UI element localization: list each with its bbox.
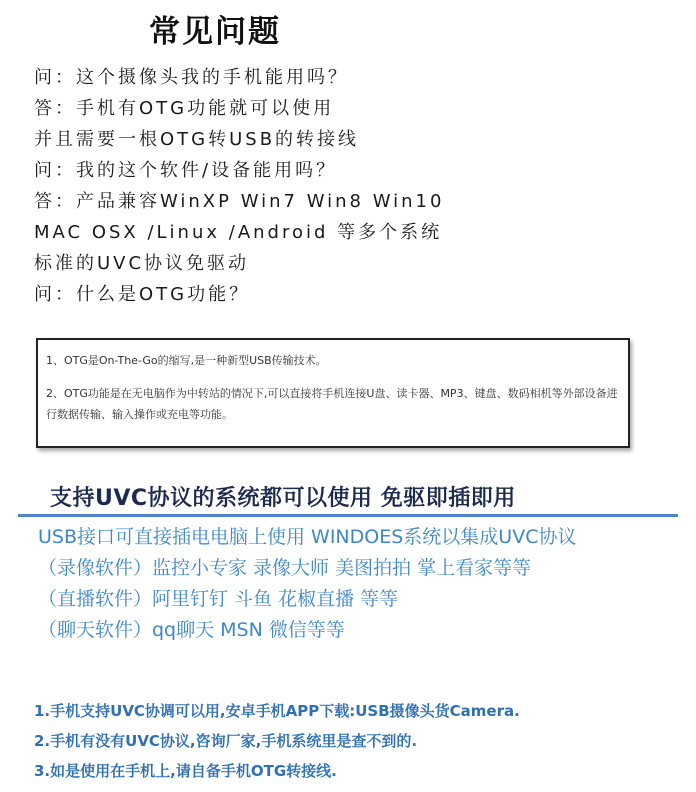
uvc-divider xyxy=(18,514,678,517)
page-title: 常见问题 xyxy=(149,14,281,50)
faq-question-software: 问：我的这个软件/设备能用吗？ xyxy=(34,160,338,181)
notes-section xyxy=(34,696,520,786)
faq-section xyxy=(34,62,444,310)
faq-answer-systems: MAC OSX /Linux /Android 等多个系统 xyxy=(34,222,443,243)
faq-question-phone: 问：这个摄像头我的手机能用吗？ xyxy=(34,67,349,88)
uvc-line-windows: USB接口可直接插电电脑上使用 WINDOES系统以集成UVC协议 xyxy=(38,526,577,548)
uvc-software-list xyxy=(38,522,576,646)
faq-question-otg: 问：什么是OTG功能？ xyxy=(34,284,251,305)
uvc-heading: 支持UVC协议的系统都可以使用 免驱即插即用 xyxy=(50,486,516,511)
note-3: 3.如是使用在手机上,请自备手机OTG转接线. xyxy=(34,762,337,780)
faq-answer-compat: 答：产品兼容WinXP Win7 Win8 Win10 xyxy=(34,191,445,212)
uvc-line-chat: （聊天软件）qq聊天 MSN 微信等等 xyxy=(38,619,345,641)
faq-answer-otg: 答：手机有OTG功能就可以使用 xyxy=(34,98,335,119)
uvc-line-recording: （录像软件）监控小专家 录像大师 美图拍拍 掌上看家等等 xyxy=(38,557,532,579)
note-1: 1.手机支持UVC协调可以用,安卓手机APP下载:USB摄像头货Camera. xyxy=(34,702,520,720)
otg-info-box xyxy=(36,338,630,448)
otg-info-paragraph-2: 2、OTG功能是在无电脑作为中转站的情况下,可以直接将手机连接U盘、读卡器、MP3、键盘、数码相机等外部设备进行数据传输、输入操作或充电等功能。 xyxy=(46,387,618,421)
faq-answer-uvc: 标准的UVC协议免驱动 xyxy=(34,253,250,274)
otg-info-paragraph-1: 1、OTG是On-The-Go的缩写,是一种新型USB传输技术。 xyxy=(46,354,327,367)
uvc-line-streaming: （直播软件）阿里钉钉 斗鱼 花椒直播 等等 xyxy=(38,588,399,610)
note-2: 2.手机有没有UVC协议,咨询厂家,手机系统里是查不到的. xyxy=(34,732,418,750)
faq-answer-adapter: 并且需要一根OTG转USB的转接线 xyxy=(34,129,360,150)
